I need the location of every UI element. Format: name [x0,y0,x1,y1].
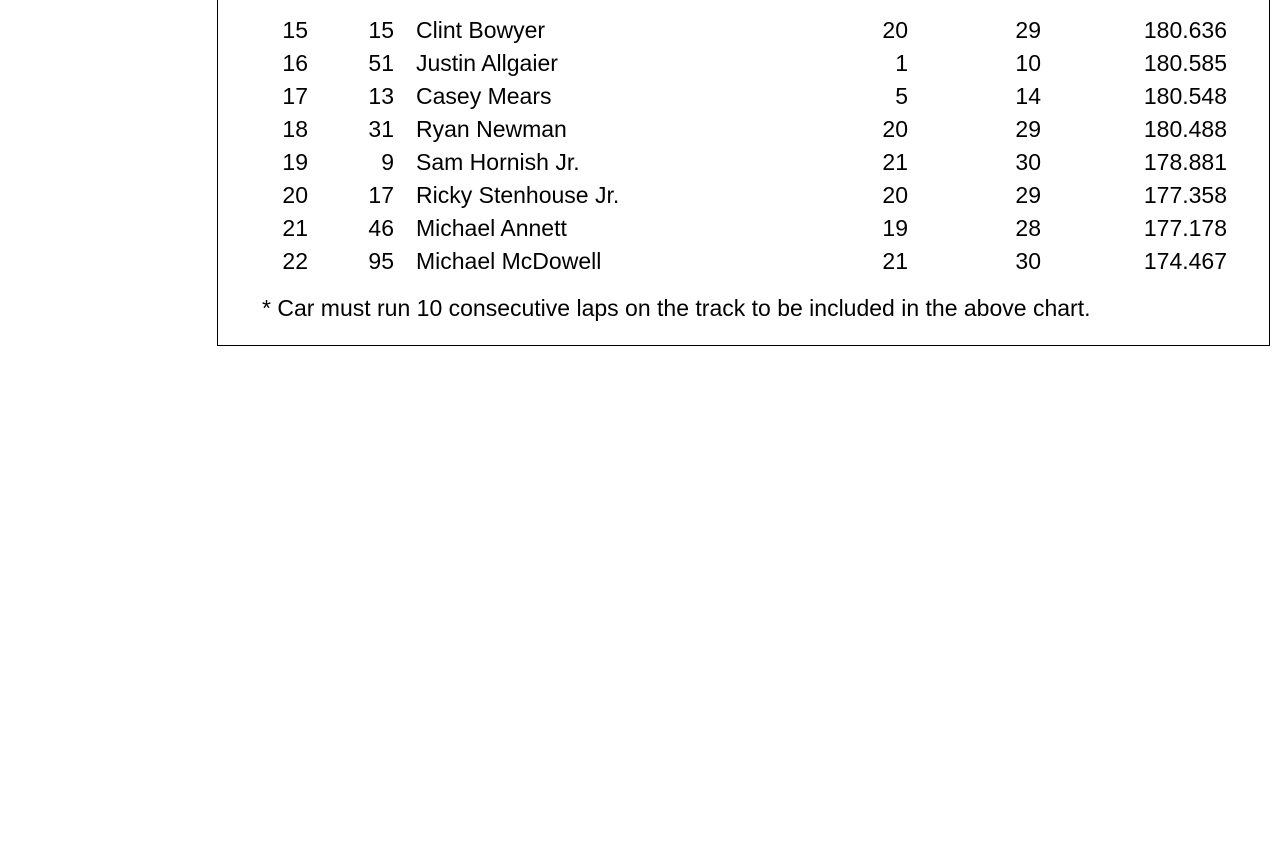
car-number-cell: 46 [368,215,394,241]
position-cell: 21 [282,215,308,241]
value-a-cell: 1 [895,50,908,76]
table-row [218,179,1269,212]
table-row [218,113,1269,146]
position-cell: 16 [282,50,308,76]
footnote: * Car must run 10 consecutive laps on the track to be included in the above chart. [262,295,1091,321]
value-a-cell: 20 [882,116,908,142]
speed-cell: 180.636 [1143,17,1227,43]
driver-name-cell: Michael McDowell [416,248,602,274]
value-a-cell: 20 [882,182,908,208]
table-row [218,245,1269,278]
table-row [218,146,1269,179]
car-number-cell: 95 [368,248,394,274]
value-a-cell: 19 [882,215,908,241]
driver-name-cell: Justin Allgaier [416,50,558,76]
table-row [218,212,1269,245]
value-b-cell: 10 [1015,50,1041,76]
value-b-cell: 28 [1015,215,1041,241]
value-b-cell: 30 [1015,248,1041,274]
speed-cell: 180.488 [1143,116,1227,142]
value-a-cell: 21 [882,149,908,175]
car-number-cell: 17 [368,182,394,208]
position-cell: 20 [282,182,308,208]
value-b-cell: 29 [1015,116,1041,142]
speed-cell: 174.467 [1143,248,1227,274]
position-cell: 18 [282,116,308,142]
driver-name-cell: Ryan Newman [416,116,567,142]
driver-name-cell: Clint Bowyer [416,17,546,43]
driver-name-cell: Michael Annett [416,215,567,241]
table-row [218,14,1269,47]
car-number-cell: 9 [381,149,394,175]
chart-table-container [217,0,1270,346]
speed-cell: 177.178 [1143,215,1227,241]
speed-cell: 178.881 [1143,149,1227,175]
driver-name-cell: Casey Mears [416,83,552,109]
driver-name-cell: Sam Hornish Jr. [416,149,580,175]
speed-cell: 180.548 [1143,83,1227,109]
speed-cell: 177.358 [1143,182,1227,208]
speed-cell: 180.585 [1143,50,1227,76]
value-b-cell: 29 [1015,182,1041,208]
car-number-cell: 51 [368,50,394,76]
value-b-cell: 14 [1015,83,1041,109]
car-number-cell: 15 [368,17,394,43]
table-row [218,80,1269,113]
table-row [218,47,1269,80]
driver-name-cell: Ricky Stenhouse Jr. [416,182,620,208]
car-number-cell: 13 [368,83,394,109]
value-b-cell: 29 [1015,17,1041,43]
value-a-cell: 5 [895,83,908,109]
car-number-cell: 31 [368,116,394,142]
value-a-cell: 21 [882,248,908,274]
position-cell: 17 [282,83,308,109]
position-cell: 22 [282,248,308,274]
position-cell: 19 [282,149,308,175]
value-b-cell: 30 [1015,149,1041,175]
value-a-cell: 20 [882,17,908,43]
position-cell: 15 [282,17,308,43]
